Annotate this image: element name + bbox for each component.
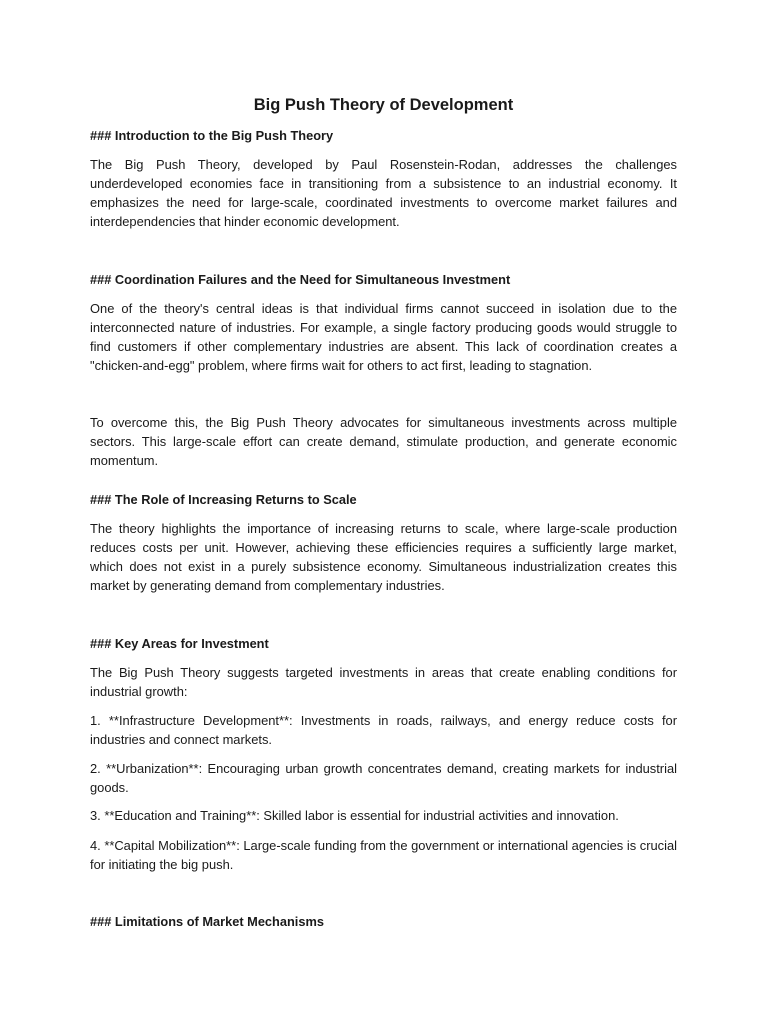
list-item-capital-mobilization: 4. **Capital Mobilization**: Large-scale funding from the government or international agencies is crucial for initiating the big push. xyxy=(90,838,677,872)
paragraph-coordination-1: One of the theory's central ideas is that individual firms cannot succeed in isolation due to the interconnected nature of industries. For example, a single factory producing goods would struggle to find customers if other complementary industries are absent. This lack of coordination creates a "chicken-and-egg" problem, where firms wait for others to act first, leading to stagnation. xyxy=(90,301,677,373)
section-heading-coordination-failures: ### Coordination Failures and the Need for Simultaneous Investment xyxy=(90,272,511,287)
document-page xyxy=(90,0,677,1024)
list-item-infrastructure: 1. **Infrastructure Development**: Investments in roads, railways, and energy reduce costs for industries and connect markets. xyxy=(90,713,677,747)
paragraph-increasing-returns: The theory highlights the importance of increasing returns to scale, where large-scale production reduces costs per unit. However, achieving these efficiencies requires a sufficiently large market, which does not exist in a purely subsistence economy. Simultaneous industrialization creates this market by generating demand from complementary industries. xyxy=(90,521,677,593)
paragraph-key-areas-intro: The Big Push Theory suggests targeted investments in areas that create enabling conditions for industrial growth: xyxy=(90,665,677,699)
list-item-urbanization: 2. **Urbanization**: Encouraging urban growth concentrates demand, creating markets for industrial goods. xyxy=(90,761,677,795)
list-item-education: 3. **Education and Training**: Skilled labor is essential for industrial activities and innovation. xyxy=(90,808,619,823)
section-heading-introduction: ### Introduction to the Big Push Theory xyxy=(90,128,334,143)
section-heading-key-areas: ### Key Areas for Investment xyxy=(90,636,269,651)
section-heading-increasing-returns: ### The Role of Increasing Returns to Scale xyxy=(90,492,357,507)
section-heading-limitations: ### Limitations of Market Mechanisms xyxy=(90,914,324,929)
paragraph-introduction: The Big Push Theory, developed by Paul Rosenstein-Rodan, addresses the challenges underdeveloped economies face in transitioning from a subsistence to an industrial economy. It emphasizes the need for large-scale, coordinated investments to overcome market failures and interdependencies that hinder economic development. xyxy=(90,157,677,229)
document-title: Big Push Theory of Development xyxy=(253,96,514,114)
paragraph-coordination-2: To overcome this, the Big Push Theory advocates for simultaneous investments across multiple sectors. This large-scale effort can create demand, stimulate production, and generate economic momentum. xyxy=(90,415,677,468)
